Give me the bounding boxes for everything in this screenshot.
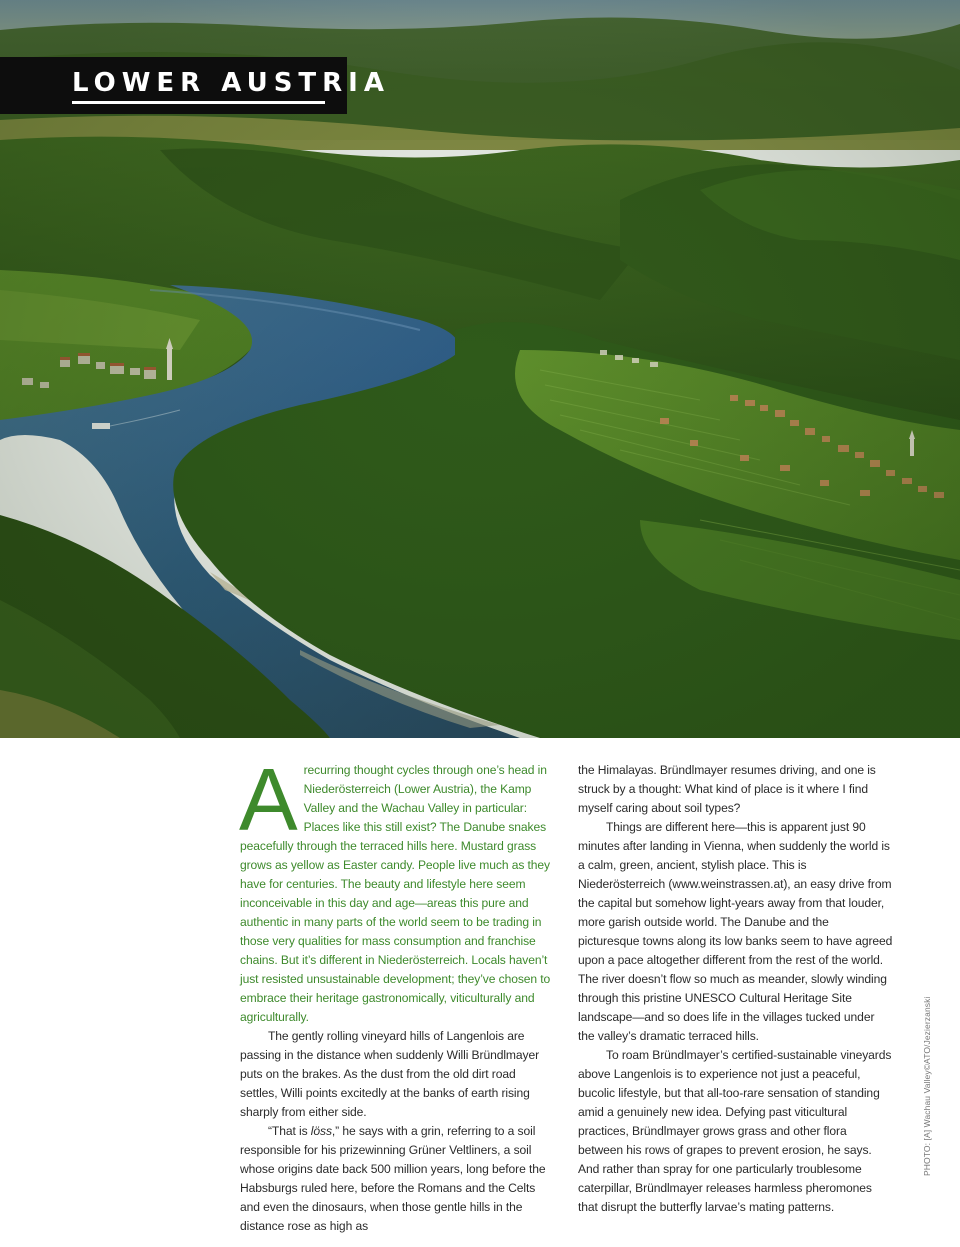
section-title-underline <box>72 101 325 104</box>
body-paragraph-4: Things are different here—this is apparent just 90 minutes after landing in Vienna, when suddenly the world is a calm, green, ancient, stylish place. This is Niederösterreich (www.weinstrassen.at), an easy drive from the capital but somehow light-years away from that louder, more garish outside world. The Danube and the picturesque towns along its low banks seem to have agreed upon a pace altogether different from the rest of the world. The river doesn’t flow so much as meander, slowly winding through this pristine UNESCO Cultural Heritage Site landscape—and so does life in the villages tucked under the valley’s dramatic terraced hills. <box>578 820 893 1043</box>
lede-paragraph <box>239 750 552 1027</box>
quote-start: “That is <box>268 1124 311 1138</box>
article-column-1 <box>239 750 552 1236</box>
section-tag <box>0 57 390 114</box>
body-paragraph-3-continued: the Himalayas. Bründlmayer resumes driving, and one is struck by a thought: What kind of place is it where I find myself caring about soil types? <box>578 763 876 815</box>
body-paragraph-2: The gently rolling vineyard hills of Langenlois are passing in the distance when suddenly Willi Bründlmayer puts on the brakes. As the dust from the old dirt road settles, Willi points excitedly at the banks of earth rising sharply from either side. <box>240 1029 540 1119</box>
section-title: LOWER AUSTRIA <box>72 68 390 98</box>
body-paragraph-5: To roam Bründlmayer’s certified-sustainable vineyards above Langenlois is to experience not just a peaceful, bucolic lifestyle, but that all-too-rare sensation of standing amid a genuinely new idea. Defying past viticultural practices, Bründlmayer grows grass and other flora between his rows of grapes to prevent erosion, he says. And rather than spray for one particularly troublesome caterpillar, Bründlmayer releases harmless pheromones that disrupt the butterfly larvae’s mating patterns. <box>578 1048 892 1214</box>
body-paragraph-3 <box>240 1122 552 1236</box>
quote-rest: ,” he says with a grin, referring to a soil responsible for his prizewinning Grüner Veltliners, a soil whose origins date back 500 million years, long before the Habsburgs ruled here, before the Romans and the Celts and even the dinosaurs, when those gentle hills in the distance rose as high as <box>240 1124 546 1233</box>
loss-term: löss <box>310 1124 332 1138</box>
photo-credit: PHOTO: [A] Wachau Valley©ATO/Jezierzanski <box>922 996 932 1176</box>
article-column-2 <box>578 761 893 1217</box>
drop-cap: A <box>239 750 298 849</box>
lede-text: recurring thought cycles through one’s head in Niederösterreich (Lower Austria), the Kamp Valley and the Wachau Valley in particular: Places like this still exist? The Danube snakes peacefully through the terraced hills here. Mustard grass grows as yellow as Easter candy. People live much as they have for centuries. The beauty and lifestyle here seem inconceivable in this day and age—areas this pure and authentic in many parts of the world seem to be trading in those very qualities for mass consumption and franchise chains. But it’s different in Niederösterreich. Locals haven’t just resisted unsustainable development; they’ve chosen to embrace their heritage gastronomically, viticulturally and agriculturally. <box>240 763 551 1024</box>
